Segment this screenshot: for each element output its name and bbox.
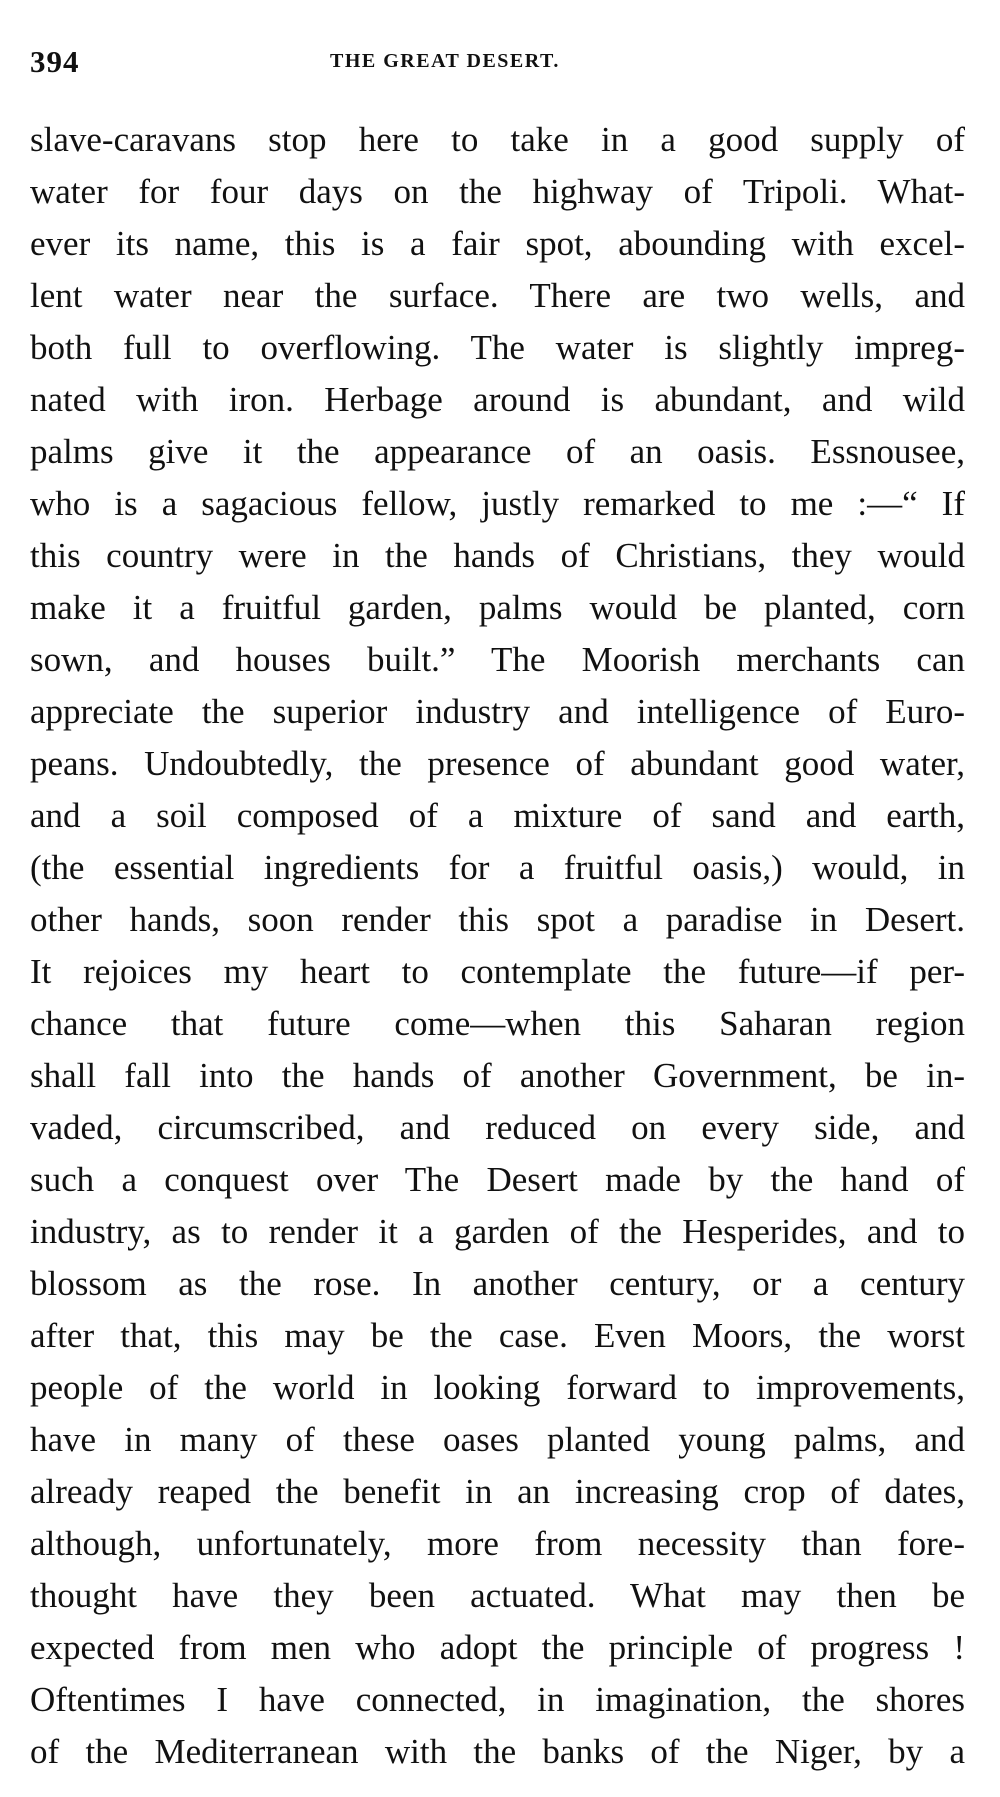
text-line: blossom as the rose. In another century, or a century [30,1264,965,1303]
text-line: shall fall into the hands of another Government, be in- [30,1056,965,1095]
page-number: 394 [30,44,80,79]
text-line: nated with iron. Herbage around is abundant, and wild [30,380,965,419]
text-line: expected from men who adopt the principle of progress ! [30,1628,965,1667]
text-line: peans. Undoubtedly, the presence of abundant good water, [30,744,965,783]
text-line: palms give it the appearance of an oasis. Essnousee, [30,432,965,471]
text-line: appreciate the superior industry and intelligence of Euro- [30,692,965,731]
text-line: Oftentimes I have connected, in imagination, the shores [30,1680,965,1719]
text-line: (the essential ingredients for a fruitful oasis,) would, in [30,848,965,887]
text-line: other hands, soon render this spot a paradise in Desert. [30,900,965,939]
text-line: have in many of these oases planted young palms, and [30,1420,965,1459]
body-text [30,114,965,1778]
text-line: ever its name, this is a fair spot, abounding with excel- [30,224,965,263]
text-line: such a conquest over The Desert made by the hand of [30,1160,965,1199]
text-line: make it a fruitful garden, palms would be planted, corn [30,588,965,627]
text-line: slave-caravans stop here to take in a good supply of [30,120,965,159]
text-line: It rejoices my heart to contemplate the future—if per- [30,952,965,991]
page-header [30,44,965,84]
text-line: chance that future come—when this Saharan region [30,1004,965,1043]
text-line: and a soil composed of a mixture of sand and earth, [30,796,965,835]
text-line: sown, and houses built.” The Moorish merchants can [30,640,965,679]
text-line: lent water near the surface. There are two wells, and [30,276,965,315]
text-line: who is a sagacious fellow, justly remarked to me :—“ If [30,484,965,523]
text-line: people of the world in looking forward to improvements, [30,1368,965,1407]
running-head-title: THE GREAT DESERT. [330,50,560,72]
text-line: industry, as to render it a garden of the Hesperides, and to [30,1212,965,1251]
text-line: already reaped the benefit in an increasing crop of dates, [30,1472,965,1511]
text-line: this country were in the hands of Christians, they would [30,536,965,575]
text-line: vaded, circumscribed, and reduced on every side, and [30,1108,965,1147]
text-line: both full to overflowing. The water is slightly impreg- [30,328,965,367]
text-line: although, unfortunately, more from necessity than fore- [30,1524,965,1563]
text-line: thought have they been actuated. What may then be [30,1576,965,1615]
text-line: after that, this may be the case. Even Moors, the worst [30,1316,965,1355]
text-line: water for four days on the highway of Tripoli. What- [30,172,965,211]
text-line: of the Mediterranean with the banks of the Niger, by a [30,1732,965,1771]
